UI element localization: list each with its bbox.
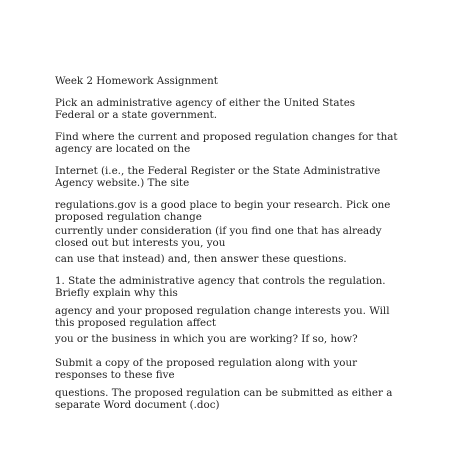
text-line: 1. State the administrative agency that controls the regulation.: [55, 275, 386, 287]
text-line: you or the business in which you are working? If so, how?: [55, 333, 358, 345]
text-line: Submit a copy of the proposed regulation along with your: [55, 357, 358, 369]
text-line: regulations.gov is a good place to begin your research. Pick one: [55, 199, 391, 211]
paragraph-7: [55, 275, 400, 299]
text-line: currently under consideration (if you find one that has already: [55, 225, 382, 237]
paragraph-6: [55, 253, 400, 265]
text-line: closed out but interests you, you: [55, 237, 226, 249]
paragraph-3: [55, 165, 400, 189]
text-line: agency and your proposed regulation change interests you. Will: [55, 305, 390, 317]
text-line: Agency website.) The site: [55, 177, 190, 189]
paragraph-5: [55, 225, 400, 249]
text-line: questions. The proposed regulation can be submitted as either a: [55, 387, 393, 399]
paragraph-11: [55, 387, 400, 411]
document-title: [55, 75, 400, 87]
paragraph-4: [55, 199, 400, 223]
paragraph-8: [55, 305, 400, 329]
text-line: Federal or a state government.: [55, 109, 218, 121]
paragraph-9: [55, 333, 400, 345]
text-line: this proposed regulation affect: [55, 317, 217, 329]
text-line: Pick an administrative agency of either the United States: [55, 97, 356, 109]
text-line: Briefly explain why this: [55, 287, 178, 299]
text-line: agency are located on the: [55, 143, 191, 155]
text-line: can use that instead) and, then answer these questions.: [55, 253, 347, 265]
text-line: separate Word document (.doc): [55, 399, 220, 411]
text-line: Internet (i.e., the Federal Register or the State Administrative: [55, 165, 381, 177]
text-line: Find where the current and proposed regulation changes for that: [55, 131, 398, 143]
text-line: proposed regulation change: [55, 211, 202, 223]
paragraph-10: [55, 357, 400, 381]
paragraph-2: [55, 131, 400, 155]
paragraph-1: [55, 97, 400, 121]
text-line: responses to these five: [55, 369, 175, 381]
text-line: Week 2 Homework Assignment: [55, 75, 218, 87]
